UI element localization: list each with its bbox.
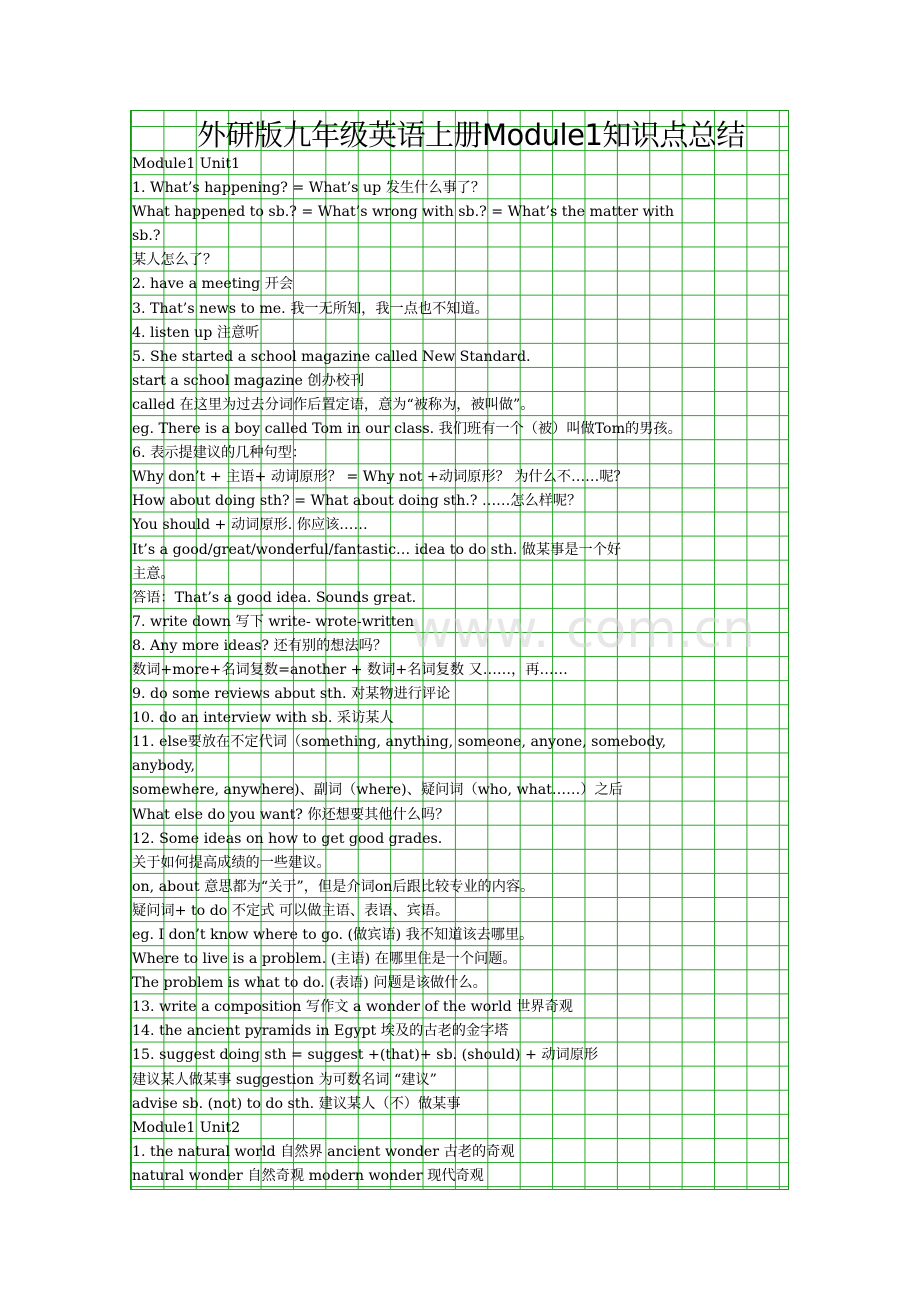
text-line: 2. have a meeting 开会 — [132, 276, 294, 293]
notes-body — [132, 152, 789, 1188]
text-line: 某人怎么了？ — [132, 252, 218, 269]
text-line: on, about 意思都为“关于”，但是介词on后跟比较专业的内容。 — [132, 878, 535, 895]
text-line: 主意。 — [132, 565, 175, 582]
text-line: 7. write down 写下 write- wrote-written — [132, 613, 415, 630]
text-line: 12. Some ideas on how to get good grades. — [132, 830, 443, 847]
text-line: You should + 动词原形. 你应该…… — [132, 517, 368, 534]
text-line: 5. She started a school magazine called New Standard. — [132, 348, 531, 365]
text-line: 4. listen up 注意听 — [132, 324, 260, 341]
text-line: 9. do some reviews about sth. 对某物进行评论 — [132, 686, 451, 703]
text-line: 14. the ancient pyramids in Egypt 埃及的古老的金字塔 — [132, 1023, 509, 1040]
text-line: What happened to sb.? = What’s wrong with sb.? = What’s the matter with — [132, 204, 675, 221]
text-line: Where to live is a problem. (主语) 在哪里住是一个问题。 — [132, 951, 517, 968]
text-line: 13. write a composition 写作文 a wonder of the world 世界奇观 — [132, 999, 573, 1016]
text-line: 1. What’s happening? = What’s up 发生什么事了？ — [132, 180, 486, 197]
watermark: www. com.cn — [410, 600, 756, 660]
text-line: 建议某人做某事 suggestion 为可数名词 “建议” — [132, 1071, 437, 1088]
text-line: eg. I don’t know where to go. (做宾语) 我不知道该去哪里。 — [132, 927, 534, 943]
text-line: 8. Any more ideas? 还有别的想法吗？ — [132, 637, 388, 654]
grid-page — [130, 110, 789, 1190]
text-line: eg. There is a boy called Tom in our class. 我们班有一个（被）叫做Tom的男孩。 — [132, 421, 682, 438]
text-line: start a school magazine 创办校刊 — [132, 372, 365, 389]
text-line: What else do you want? 你还想要其他什么吗？ — [132, 806, 450, 823]
text-line: 6. 表示提建议的几种句型： — [132, 445, 307, 462]
text-line: 数词+more+名词复数=another + 数词+名词复数 又……，再…… — [132, 661, 568, 678]
text-line: natural wonder 自然奇观 modern wonder 现代奇观 — [132, 1167, 484, 1184]
text-line: 疑问词+ to do 不定式 可以做主语、表语、宾语。 — [132, 902, 450, 919]
text-line: How about doing sth? = What about doing sth.? ……怎么样呢？ — [132, 493, 582, 510]
text-line: sb.? — [132, 228, 161, 245]
text-line: 关于如何提高成绩的一些建议。 — [132, 854, 331, 871]
text-line: 10. do an interview with sb. 采访某人 — [132, 710, 394, 727]
text-line: The problem is what to do. (表语) 问题是该做什么。 — [132, 975, 487, 992]
text-line: It’s a good/great/wonderful/fantastic… idea to do sth. 做某事是一个好 — [132, 541, 622, 558]
document-title: 外研版九年级英语上册Module1知识点总结 — [197, 118, 745, 152]
text-line: 11. else要放在不定代词（something, anything, someone, anyone, somebody, — [132, 734, 667, 751]
text-line: Why don’t + 主语+ 动词原形？ = Why not +动词原形？ 为什么不……呢？ — [132, 469, 628, 486]
text-line: Module1 Unit1 — [132, 156, 241, 172]
text-line: 1. the natural world 自然界 ancient wonder 古老的奇观 — [132, 1143, 515, 1160]
text-line: advise sb. (not) to do sth. 建议某人（不）做某事 — [132, 1095, 461, 1112]
text-line: 3. That’s news to me. 我一无所知，我一点也不知道。 — [132, 300, 489, 317]
text-line: somewhere, anywhere)、副词（where)、疑问词（who, what……）之后 — [132, 782, 623, 799]
text-line: 15. suggest doing sth = suggest +(that)+ sb. (should) + 动词原形 — [132, 1047, 599, 1064]
text-line: 答语：That’s a good idea. Sounds great. — [132, 589, 417, 606]
text-line: called 在这里为过去分词作后置定语，意为“被称为，被叫做”。 — [132, 396, 535, 413]
text-line: Module1 Unit2 — [132, 1119, 241, 1136]
text-line: anybody, — [132, 758, 195, 775]
